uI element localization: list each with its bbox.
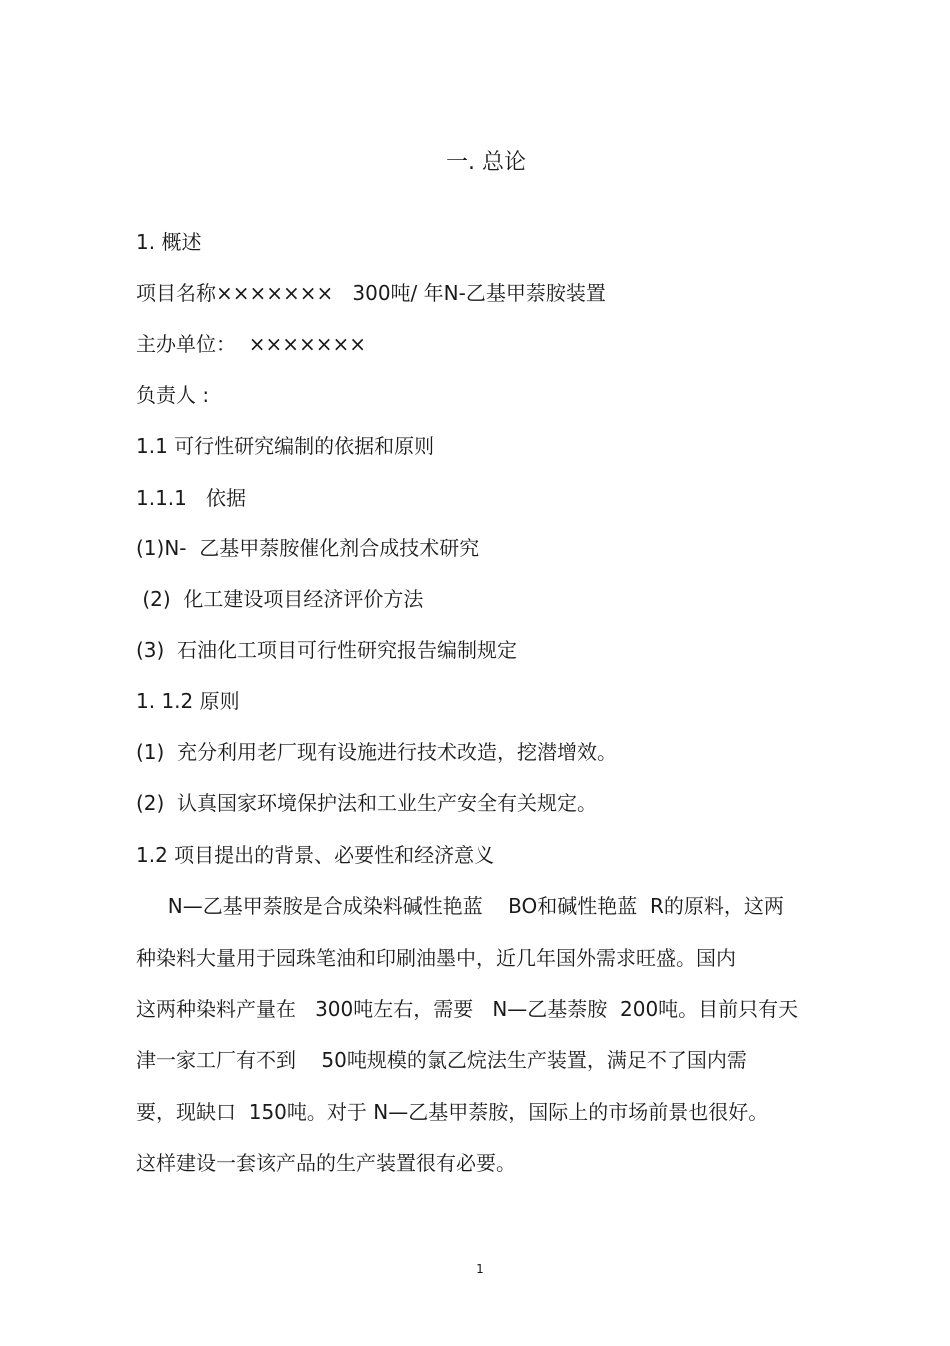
body-paragraph-line: 这样建设一套该产品的生产装置很有必要。 [136, 1151, 516, 1175]
body-paragraph-line: 这两种染料产量在 300吨左右，需要 N—乙基萘胺 200吨。目前只有天 [136, 997, 799, 1021]
project-name-line: 项目名称××××××× 300吨/ 年N-乙基甲萘胺装置 [136, 281, 606, 305]
page-number: 1 [476, 1262, 484, 1276]
heading-principles: 1. 1.2 原则 [136, 689, 240, 713]
body-paragraph-line: 种染料大量用于园珠笔油和印刷油墨中，近几年国外需求旺盛。国内 [136, 946, 736, 970]
principle-item-1: (1) 充分利用老厂现有设施进行技术改造，挖潜增效。 [136, 740, 618, 764]
basis-item-3: (3) 石油化工项目可行性研究报告编制规定 [136, 638, 518, 662]
principle-item-2: (2) 认真国家环境保护法和工业生产安全有关规定。 [136, 791, 598, 815]
basis-item-1: (1)N- 乙基甲萘胺催化剂合成技术研究 [136, 536, 480, 560]
basis-item-2: (2) 化工建设项目经济评价方法 [136, 587, 424, 611]
heading-overview: 1. 概述 [136, 230, 202, 254]
section-title: 一. 总论 [446, 150, 526, 175]
heading-background: 1.2 项目提出的背景、必要性和经济意义 [136, 843, 495, 867]
heading-feasibility-basis: 1.1 可行性研究编制的依据和原则 [136, 434, 435, 458]
heading-basis: 1.1.1 依据 [136, 486, 246, 510]
sponsor-line: 主办单位： ××××××× [136, 332, 367, 356]
responsible-person-line: 负责人 : [136, 383, 210, 407]
body-paragraph-line: 要，现缺口 150吨。对于 N—乙基甲萘胺，国际上的市场前景也很好。 [136, 1100, 769, 1124]
body-paragraph-line: N—乙基甲萘胺是合成染料碱性艳蓝 BO和碱性艳蓝 R的原料，这两 [136, 894, 784, 918]
body-paragraph-line: 津一家工厂有不到 50吨规模的氯乙烷法生产装置，满足不了国内需 [136, 1048, 747, 1072]
